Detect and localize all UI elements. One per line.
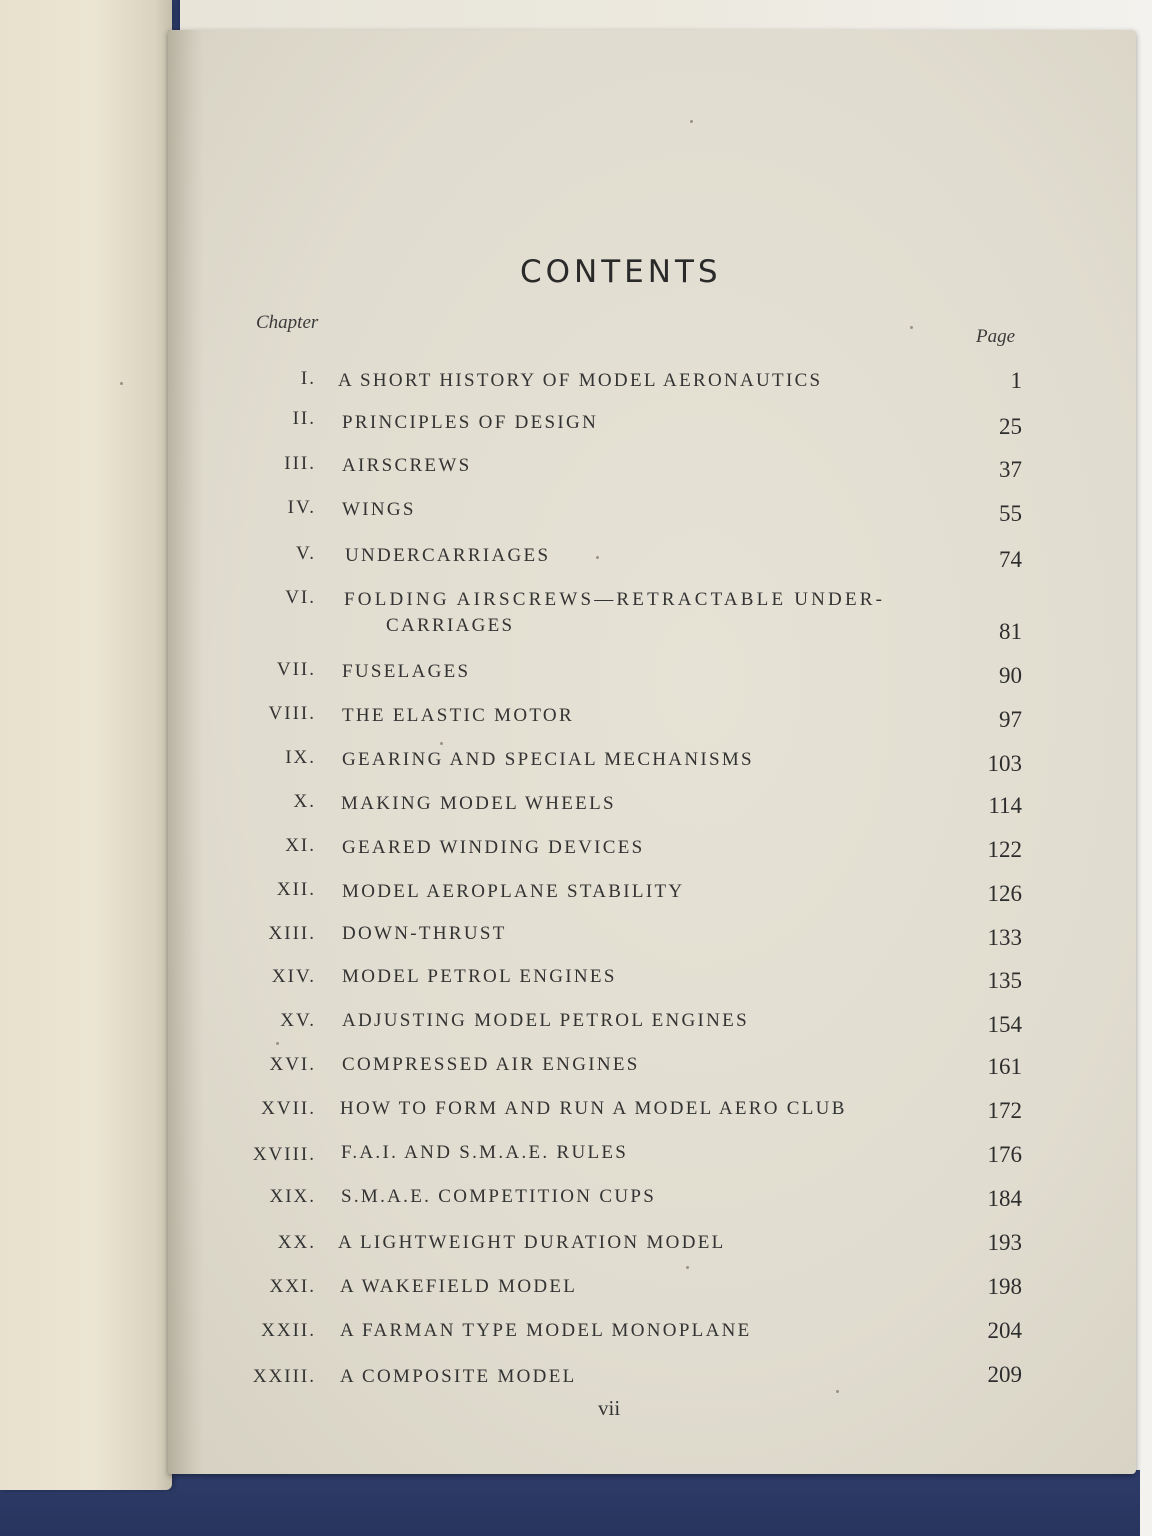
chapter-column-header: Chapter xyxy=(256,312,319,333)
toc-entry xyxy=(0,368,1152,394)
chapter-title: A COMPOSITE MODEL xyxy=(340,1366,577,1387)
chapter-number: X. xyxy=(293,791,316,812)
toc-entry xyxy=(0,543,1152,572)
chapter-page: 122 xyxy=(987,837,1022,862)
chapter-title: COMPRESSED AIR ENGINES xyxy=(342,1054,640,1075)
chapter-number: XXI. xyxy=(269,1276,316,1297)
chapter-number: VIII. xyxy=(268,703,316,724)
chapter-title: A LIGHTWEIGHT DURATION MODEL xyxy=(338,1232,726,1253)
chapter-page: 114 xyxy=(988,793,1022,818)
chapter-title: UNDERCARRIAGES xyxy=(345,545,551,566)
toc-entry xyxy=(0,879,1152,905)
paper-speck xyxy=(440,742,443,745)
chapter-title: FOLDING AIRSCREWS—RETRACTABLE UNDER- xyxy=(344,589,886,610)
chapter-number: XI. xyxy=(285,835,316,856)
chapter-title: F.A.I. AND S.M.A.E. RULES xyxy=(341,1142,629,1163)
chapter-number: XVI. xyxy=(269,1054,316,1075)
chapter-title: PRINCIPLES OF DESIGN xyxy=(342,412,599,433)
chapter-number: II. xyxy=(292,408,316,429)
toc-entry xyxy=(0,1362,1152,1388)
chapter-number: IV. xyxy=(287,497,316,518)
chapter-page: 161 xyxy=(987,1054,1022,1079)
chapter-number: VII. xyxy=(276,659,316,680)
chapter-title: AIRSCREWS xyxy=(342,455,472,476)
chapter-page: 209 xyxy=(987,1362,1022,1387)
chapter-page: 97 xyxy=(999,707,1022,732)
toc-entry xyxy=(0,453,1152,482)
chapter-page: 133 xyxy=(987,925,1022,950)
chapter-page: 198 xyxy=(987,1274,1022,1299)
chapter-title: MODEL PETROL ENGINES xyxy=(342,966,617,987)
toc-entry xyxy=(0,1054,1152,1080)
chapter-title: A SHORT HISTORY OF MODEL AERONAUTICS xyxy=(338,370,823,391)
page-folio: vii xyxy=(598,1396,621,1420)
chapter-number: XXIII. xyxy=(252,1366,316,1387)
chapter-number: XII. xyxy=(276,879,316,900)
chapter-title: S.M.A.E. COMPETITION CUPS xyxy=(341,1186,657,1207)
chapter-page: 103 xyxy=(987,751,1022,776)
chapter-page: 81 xyxy=(999,619,1022,644)
chapter-title: A FARMAN TYPE MODEL MONOPLANE xyxy=(340,1320,752,1341)
chapter-page: 90 xyxy=(999,663,1022,688)
toc-entry xyxy=(0,1010,1152,1036)
chapter-title-continued: CARRIAGES xyxy=(386,615,515,636)
chapter-number: III. xyxy=(284,453,316,474)
paper-speck xyxy=(120,382,123,385)
chapter-page: 25 xyxy=(999,414,1022,439)
chapter-page: 1 xyxy=(1010,368,1022,393)
chapter-title: WINGS xyxy=(342,499,416,520)
chapter-number: XX. xyxy=(277,1232,316,1253)
chapter-title: HOW TO FORM AND RUN A MODEL AERO CLUB xyxy=(340,1098,847,1119)
chapter-page: 172 xyxy=(987,1098,1022,1123)
chapter-page: 204 xyxy=(987,1318,1022,1343)
chapter-title: FUSELAGES xyxy=(342,661,471,682)
chapter-number: XIX. xyxy=(269,1186,316,1207)
chapter-number: XVIII. xyxy=(252,1144,316,1165)
left-page xyxy=(0,0,172,1490)
page-title: CONTENTS xyxy=(520,254,722,290)
toc-entry xyxy=(0,747,1152,776)
chapter-page: 126 xyxy=(987,881,1022,906)
chapter-number: XV. xyxy=(280,1010,316,1031)
chapter-number: IX. xyxy=(285,747,316,768)
paper-speck xyxy=(910,326,913,329)
chapter-title: GEARED WINDING DEVICES xyxy=(342,837,645,858)
paper-speck xyxy=(690,120,693,123)
chapter-number: XXII. xyxy=(261,1320,316,1341)
toc-entry xyxy=(0,791,1152,817)
chapter-title: MODEL AEROPLANE STABILITY xyxy=(342,881,685,902)
chapter-page: 55 xyxy=(999,501,1022,526)
toc-entry xyxy=(0,1098,1152,1124)
chapter-number: XIV. xyxy=(271,966,316,987)
chapter-title: GEARING AND SPECIAL MECHANISMS xyxy=(342,749,754,770)
paper-speck xyxy=(276,1042,279,1045)
chapter-page: 184 xyxy=(987,1186,1022,1211)
toc-entry xyxy=(0,408,1152,439)
chapter-number: XVII. xyxy=(261,1098,316,1119)
toc-entry xyxy=(0,1318,1152,1344)
chapter-title: THE ELASTIC MOTOR xyxy=(342,705,574,726)
toc-entry xyxy=(0,1230,1152,1256)
chapter-title: MAKING MODEL WHEELS xyxy=(341,793,616,814)
toc-entry xyxy=(0,1274,1152,1300)
chapter-page: 154 xyxy=(987,1012,1022,1037)
toc-entry xyxy=(0,835,1152,861)
toc-entry xyxy=(0,923,1152,949)
toc-entry xyxy=(0,587,1152,644)
toc-entry xyxy=(0,497,1152,526)
chapter-page: 176 xyxy=(987,1142,1022,1167)
chapter-title: ADJUSTING MODEL PETROL ENGINES xyxy=(342,1010,749,1031)
toc-entry xyxy=(0,966,1152,992)
chapter-number: XIII. xyxy=(268,923,316,944)
chapter-number: I. xyxy=(300,368,316,389)
chapter-number: VI. xyxy=(285,587,316,608)
chapter-number: V. xyxy=(295,543,316,564)
chapter-title: A WAKEFIELD MODEL xyxy=(340,1276,578,1297)
chapter-page: 37 xyxy=(999,457,1022,482)
page-column-header: Page xyxy=(976,326,1016,347)
toc-entry xyxy=(0,1186,1152,1212)
toc-entry xyxy=(0,1142,1152,1168)
toc-entry xyxy=(0,659,1152,688)
toc-entry xyxy=(0,703,1152,732)
paper-speck xyxy=(686,1266,689,1269)
paper-speck xyxy=(836,1390,839,1393)
chapter-page: 193 xyxy=(987,1230,1022,1255)
chapter-title: DOWN-THRUST xyxy=(342,923,507,944)
chapter-page: 74 xyxy=(999,547,1022,572)
paper-speck xyxy=(596,556,599,559)
chapter-page: 135 xyxy=(987,968,1022,993)
